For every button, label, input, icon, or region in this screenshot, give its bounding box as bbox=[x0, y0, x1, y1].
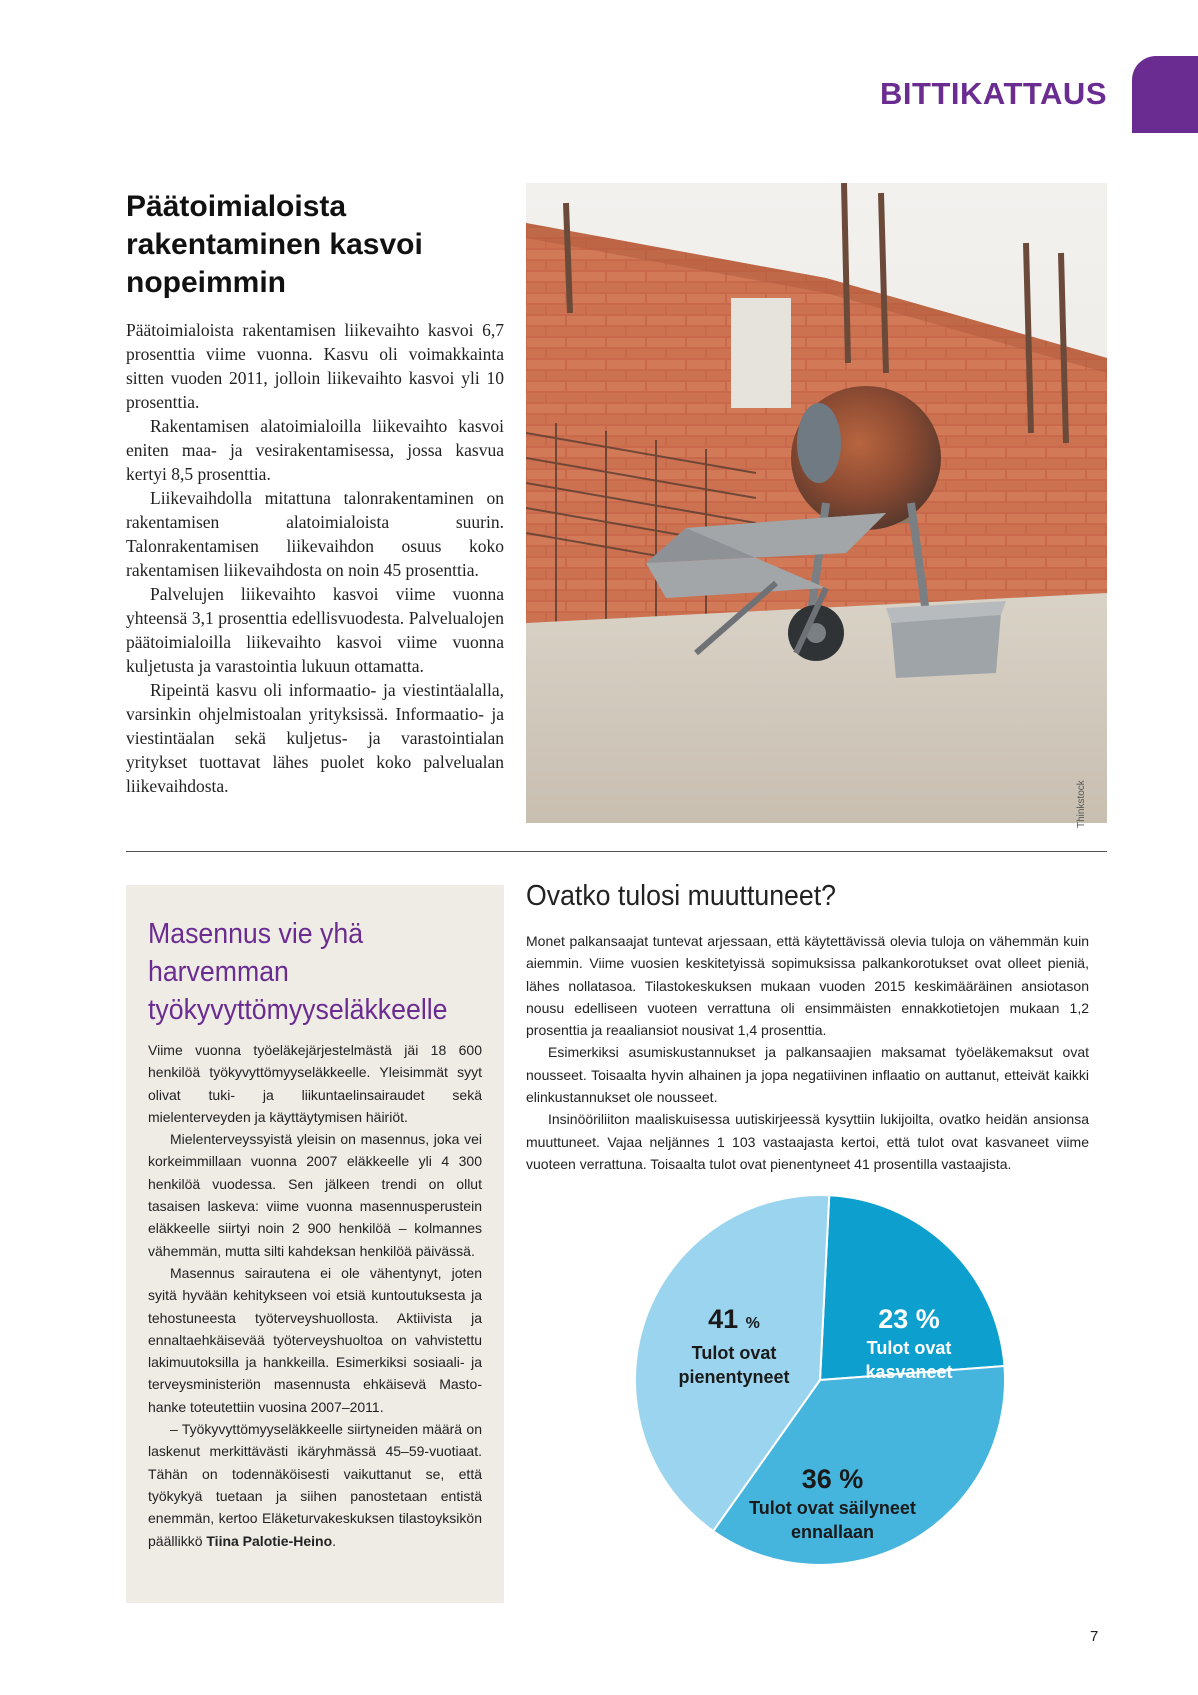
slice-caption-unchanged: Tulot ovat säilyneet ennallaan bbox=[749, 1498, 916, 1542]
slice-value-unchanged: 36 % bbox=[801, 1464, 864, 1494]
slice-label-unchanged bbox=[720, 1462, 945, 1544]
survey-body bbox=[526, 930, 1089, 1175]
article-title: Päätoimialoista rakentaminen kasvoi nopeimmin bbox=[126, 190, 423, 299]
sidebar-paragraph bbox=[148, 1418, 482, 1552]
construction-photo-illustration bbox=[526, 183, 1107, 823]
sidebar-title: Masennus vie yhä harvemman työkyvyttömyyseläkkeelle bbox=[148, 918, 448, 1026]
survey-paragraph: Insinööriliiton maaliskuisessa uutiskirjeessä kysyttiin lukijoilta, ovatko heidän ansionsa muuttuneet. Vajaa neljännes 1 103 vastaajasta kertoi, että tulot ovat kasvaneet viime vuoteen verrattuna. Toisaalta tulot ovat pienentyneet 41 prosentilla vastaajista. bbox=[526, 1111, 1089, 1172]
section-label: BITTIKATTAUS bbox=[880, 76, 1107, 111]
slice-caption-increased: Tulot ovat kasvaneet bbox=[865, 1338, 953, 1382]
survey-title: Ovatko tulosi muuttuneet? bbox=[526, 880, 836, 912]
slice-label-increased bbox=[829, 1302, 989, 1384]
survey-paragraph: Esimerkiksi asumiskustannukset ja palkansaajien maksamat työeläkemaksut ovat nousseet. Toisaalta hyvin alhainen ja jopa negatiivinen inflaatio on auttanut, etteivät kaikki elinkustannukset ole nousseet. bbox=[526, 1044, 1089, 1106]
sidebar-box bbox=[126, 885, 504, 1603]
sidebar-author-suffix: . bbox=[332, 1532, 337, 1549]
sidebar-paragraph: Viime vuonna työeläkejärjestelmästä jäi 18 600 henkilöä työkyvyttömyyseläkkeelle. Yleisimmät syyt olivat tuki- ja liikuntaelinsairaudet sekä mielenterveyden ja käyttäytymisen häiriöt. bbox=[148, 1042, 482, 1125]
page-number: 7 bbox=[1090, 1628, 1099, 1645]
photo-credit: Thinkstock bbox=[1076, 780, 1087, 828]
section-divider bbox=[126, 851, 1107, 852]
article-body bbox=[126, 318, 504, 798]
slice-value-decreased: 41 bbox=[708, 1304, 739, 1334]
slice-value-increased: 23 % bbox=[878, 1304, 940, 1334]
article-paragraph: Liikevaihdolla mitattuna talonrakentaminen on rakentamisen alatoimialoista suurin. Talonrakentamisen liikevaihdon osuus koko rakentamisen liikevaihdosta on noin 45 prosenttia. bbox=[126, 488, 504, 580]
sidebar-body bbox=[148, 1039, 482, 1552]
section-tab bbox=[1132, 56, 1198, 133]
slice-caption-decreased: Tulot ovat pienentyneet bbox=[678, 1343, 790, 1387]
sidebar-quote: – Työkyvyttömyyseläkkeelle siirtyneiden määrä on laskenut merkittävästi ikäryhmässä 45–59-vuotiaat. Tähän on todennäköisesti vaikuttanut se, että työkykyä tuetaan ja siihen panostetaan entistä enemmän, kertoo Eläketurvakeskuksen tilastoyksikön päällikkö bbox=[148, 1421, 482, 1549]
sidebar-paragraph: Mielenterveyssyistä yleisin on masennus, joka vei korkeimmillaan vuonna 2007 eläkkeelle yli 4 300 henkilöä vuodessa. Sen jälkeen trendi on ollut tasaisen laskeva: viime vuonna masennusperustein eläkkeelle siirtyi noin 2 900 henkilöä – kolmannes vähemmän, mutta silti kahdeksan henkilöä päivässä. bbox=[148, 1131, 482, 1259]
slice-label-decreased bbox=[654, 1302, 814, 1389]
income-change-pie-chart bbox=[620, 1180, 1020, 1580]
article-paragraph: Rakentamisen alatoimialoilla liikevaihto kasvoi eniten maa- ja vesirakentamisessa, jossa kasvua kertyi 8,5 prosenttia. bbox=[126, 416, 504, 484]
sidebar-author: Tiina Palotie-Heino bbox=[206, 1532, 333, 1549]
slice-value-decreased-symbol: % bbox=[745, 1315, 760, 1332]
construction-photo bbox=[526, 183, 1107, 823]
sidebar-paragraph: Masennus sairautena ei ole vähentynyt, joten syitä hyvään kehitykseen voi etsiä kuntoutuksesta ja tehostuneesta työterveyshuollosta. Aktiivista ja ennaltaehkäisevää työterveyshuoltoa on vahvistettu lakimuutoksilla ja hankkeilla. Esimerkiksi sosiaali- ja terveysministeriön masennusta ehkäisevä Masto-hanke toteutettiin vuosina 2007–2011. bbox=[148, 1264, 482, 1415]
article-paragraph: Ripeintä kasvu oli informaatio- ja viestintäalalla, varsinkin ohjelmistoalan yrityksissä. Informaatio- ja viestintäalan sekä kuljetus- ja varastointialan yritykset tuottavat lähes puolet koko palvelualan liikevaihdosta. bbox=[126, 680, 504, 796]
article-paragraph: Päätoimialoista rakentamisen liikevaihto kasvoi 6,7 prosenttia viime vuonna. Kasvu oli voimakkainta sitten vuoden 2011, jolloin liikevaihto kasvoi yli 10 prosenttia. bbox=[126, 320, 504, 412]
survey-paragraph: Monet palkansaajat tuntevat arjessaan, että käytettävissä olevia tuloja on vähemmän kuin aiemmin. Viime vuosien keskitetyissä sopimuksissa palkankorotukset ovat olleet pieniä, lähes nollatasoa. Tilastokeskuksen mukaan vuoden 2015 keskimääräinen ansiotason nousu edelliseen vuoteen verrattuna oli ensimmäisten ennakkotietojen mukaan 1,2 prosenttia ja reaaliansiot nousivat 1,4 prosenttia. bbox=[526, 933, 1089, 1039]
article-paragraph: Palvelujen liikevaihto kasvoi viime vuonna yhteensä 3,1 prosenttia edellisvuodesta. Palvelualojen päätoimialoilla liikevaihto kasvoi viime vuonna kuljetusta ja varastointia lukuun ottamatta. bbox=[126, 584, 504, 676]
